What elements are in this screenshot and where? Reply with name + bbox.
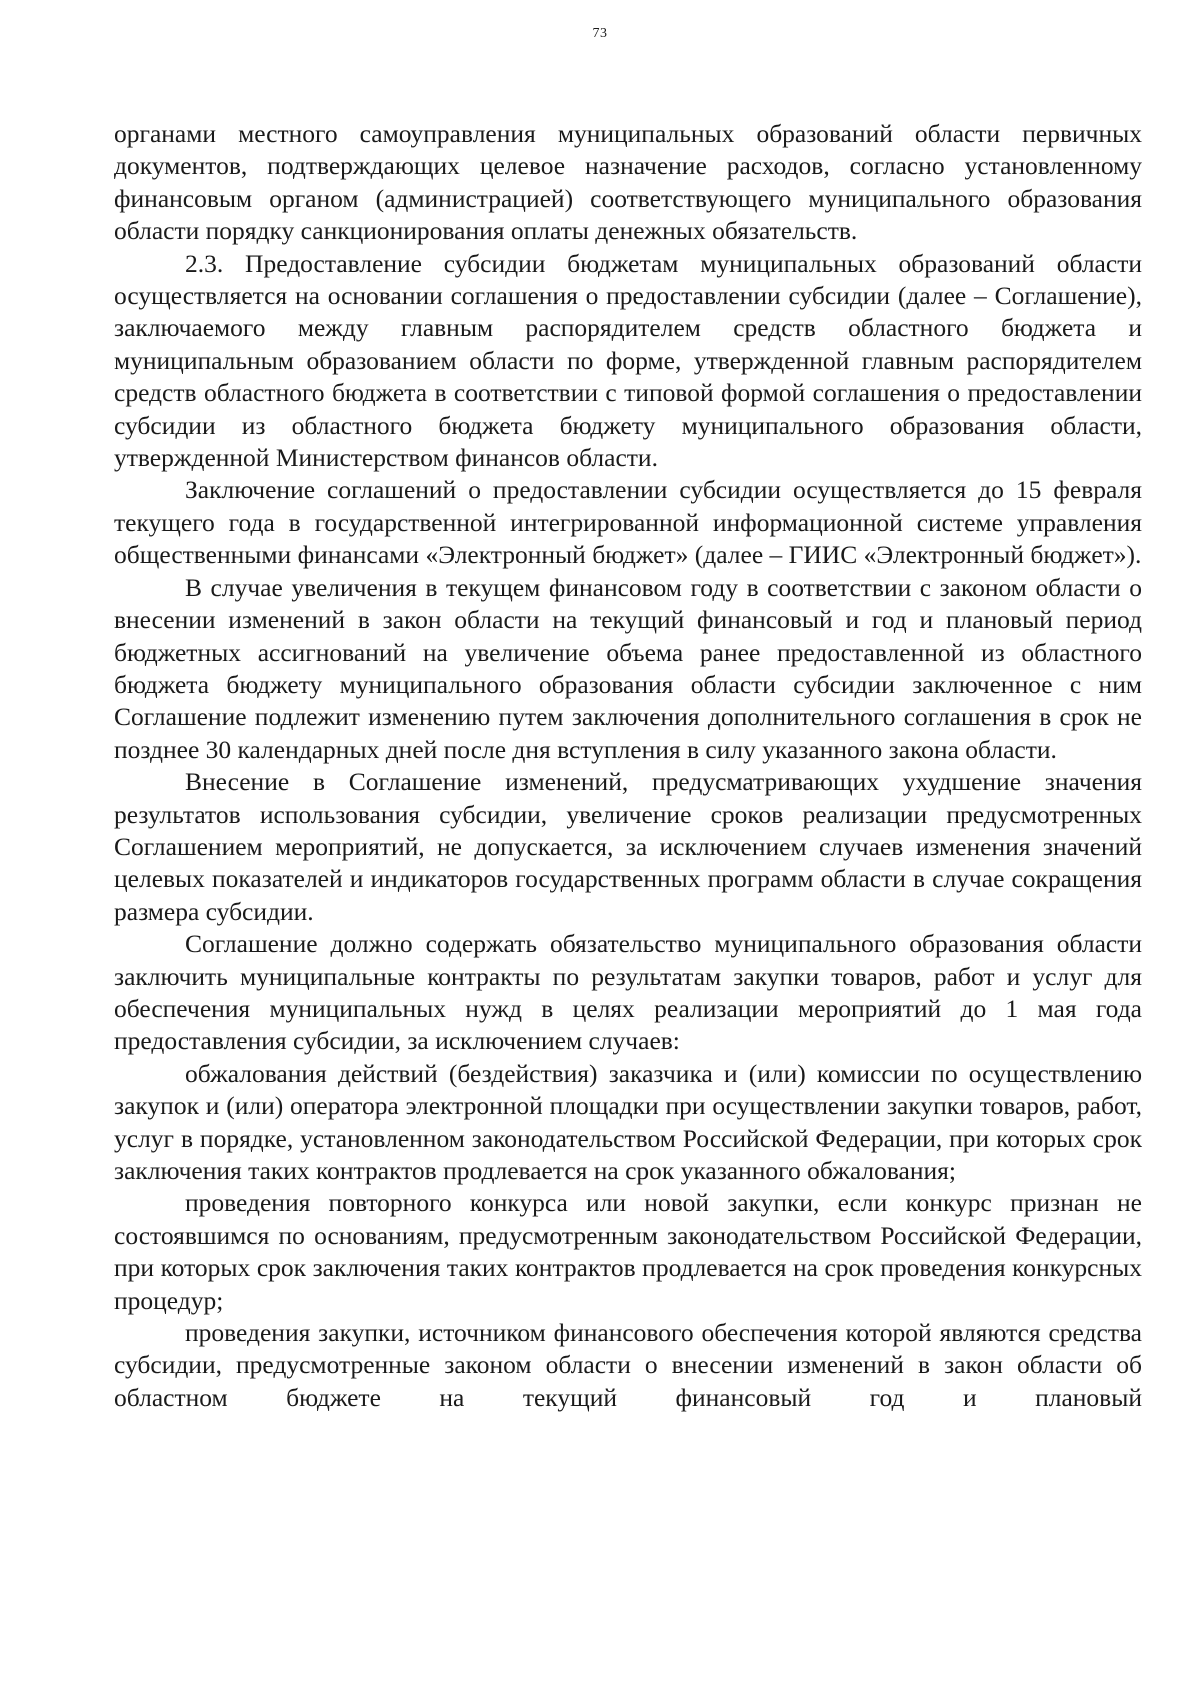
paragraph-exception-procurement: проведения закупки, источником финансового обеспечения которой являются средства субсидии, предусмотренные законом области о внесении изменений в закон области об областном бюджете на текущий финансовый год и плановый bbox=[114, 1318, 1142, 1412]
paragraph-exception-appeal: обжалования действий (бездействия) заказчика и (или) комиссии по осуществлению закупок и (или) оператора электронной площадки при осуществлении закупки товаров, работ, услуг в порядке, установленном законодательством Российской Федерации, при которых срок заключения таких контрактов продлевается на срок указанного обжалования; bbox=[114, 1058, 1142, 1185]
paragraph-agreement-deadline: Заключение соглашений о предоставлении субсидии осуществляется до 15 февраля текущего года в государственной интегрированной информационной системе управления общественными финансами «Электронный бюджет» (далее – ГИИС «Электронный бюджет»). bbox=[114, 475, 1142, 570]
paragraph-2-3: 2.3. Предоставление субсидии бюджетам муниципальных образований области осуществляется на основании соглашения о предоставлении субсидии (далее – Соглашение), заключаемого между главным распорядителем средств областного бюджета и муниципальным образованием области по форме, утвержденной главным распорядителем средств областного бюджета в соответствии с типовой формой соглашения о предоставлении субсидии из областного бюджета бюджету муниципального образования области, утвержденной Министерством финансов области. bbox=[114, 248, 1142, 473]
paragraph-subsidy-increase: В случае увеличения в текущем финансовом году в соответствии с законом области о внесении изменений в закон области на текущий финансовый и год и плановый период бюджетных ассигнований на увеличение объема ранее предоставленной из областного бюджета бюджету муниципального образования области субсидии заключенное с ним Соглашение подлежит изменению путем заключения дополнительного соглашения в срок не позднее 30 календарных дней после дня вступления в силу указанного закона области. bbox=[114, 572, 1142, 764]
paragraph-exception-retender: проведения повторного конкурса или новой закупки, если конкурс признан не состоявшимся по основаниям, предусмотренным законодательством Российской Федерации, при которых срок заключения таких контрактов продлевается на срок проведения конкурсных процедур; bbox=[114, 1188, 1142, 1315]
document-body bbox=[114, 118, 1142, 1414]
paragraph-contract-obligation: Соглашение должно содержать обязательство муниципального образования области заключить муниципальные контракты по результатам закупки товаров, работ и услуг для обеспечения муниципальных нужд в целях реализации мероприятий до 1 мая года предоставления субсидии, за исключением случаев: bbox=[114, 929, 1142, 1056]
page-number: 73 bbox=[592, 26, 608, 41]
paragraph-agreement-changes: Внесение в Соглашение изменений, предусматривающих ухудшение значения результатов использования субсидии, увеличение сроков реализации предусмотренных Соглашением мероприятий, не допускается, за исключением случаев изменения значений целевых показателей и индикаторов государственных программ области в случае сокращения размера субсидии. bbox=[114, 767, 1142, 926]
paragraph-continuation: органами местного самоуправления муниципальных образований области первичных документов, подтверждающих целевое назначение расходов, согласно установленному финансовым органом (администрацией) соответствующего муниципального образования области порядку санкционирования оплаты денежных обязательств. bbox=[114, 119, 1142, 246]
